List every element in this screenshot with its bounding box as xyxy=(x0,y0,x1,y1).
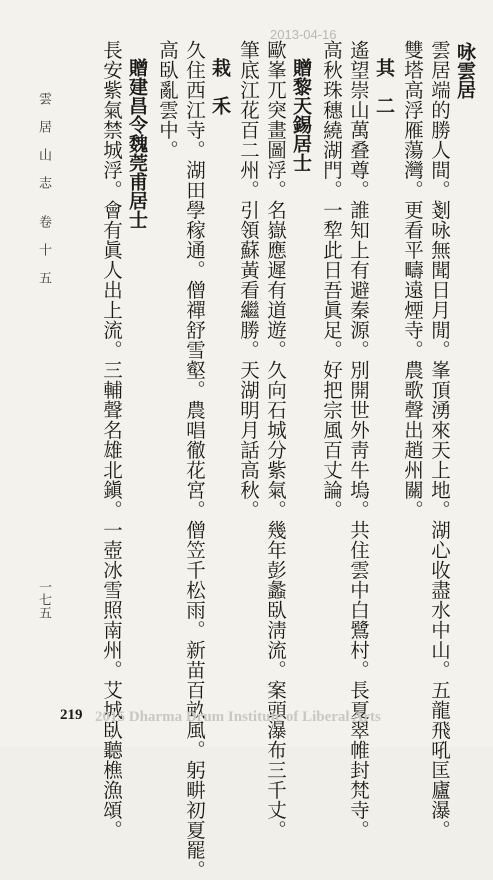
text-column-2: 雙塔高浮雁蕩灣。更看平疇遠煙寺。農歌聲出趙州關。 xyxy=(401,40,424,520)
poem-title-wei-wanfu: 贈建昌令魏莞甫居士 xyxy=(126,58,148,229)
poem-title-li-tianxi: 贈黎天錫居士 xyxy=(290,58,312,172)
text-column-5: 歐峯兀突畫圖浮。名嶽應遲有道遊。久向石城分紫氣。幾年彭蠡臥淸流。案頭瀑布三千丈。 xyxy=(264,40,287,840)
poem-title-yongyunju: 咏雲居 xyxy=(454,42,476,99)
running-head: 雲 居 山 志 卷 十 五 xyxy=(36,92,51,284)
page-number: 219 xyxy=(60,707,83,723)
text-column-4: 高秋珠穗繞湖門。一犂此日吾眞足。好把宗風百丈論。 xyxy=(320,40,343,520)
text-column-9: 長安紫氣禁城浮。會有眞人出上流。三輔聲名雄北鎭。一壺冰雪照南州。艾城臥聽樵漁頌。 xyxy=(100,40,123,840)
text-column-7: 久住西江寺。湖田學稼通。僧禪舒雪壑。農唱徹花宮。僧笠千松雨。新苗百畝風。躬畊初夏罷。 xyxy=(183,40,206,880)
text-column-3: 遙望崇山萬叠尊。誰知上有避秦源。別開世外靑牛塢。共住雲中白鷺村。長夏翠帷封梵寺。 xyxy=(347,40,370,840)
text-column-8: 高臥亂雲中。 xyxy=(156,40,179,160)
date-stamp: 2013-04-16 xyxy=(270,27,337,42)
text-column-1: 雲居端的勝人間。剗咏無聞日月閒。峯頂湧來天上地。湖心收盡水中山。五龍飛吼匡廬瀑。 xyxy=(428,40,451,840)
poem-title-qi-er: 其 二 xyxy=(373,58,395,115)
poem-title-zaihe: 栽 禾 xyxy=(209,58,231,115)
folio-number: 一七五 xyxy=(36,580,51,619)
text-column-6: 筆底江花百二州。引領蘇黃看繼勝。天湖明月話高秋。 xyxy=(237,40,260,520)
footer-watermark: 2015 Dharma Drum Institute of Liberal Arts xyxy=(95,709,381,725)
